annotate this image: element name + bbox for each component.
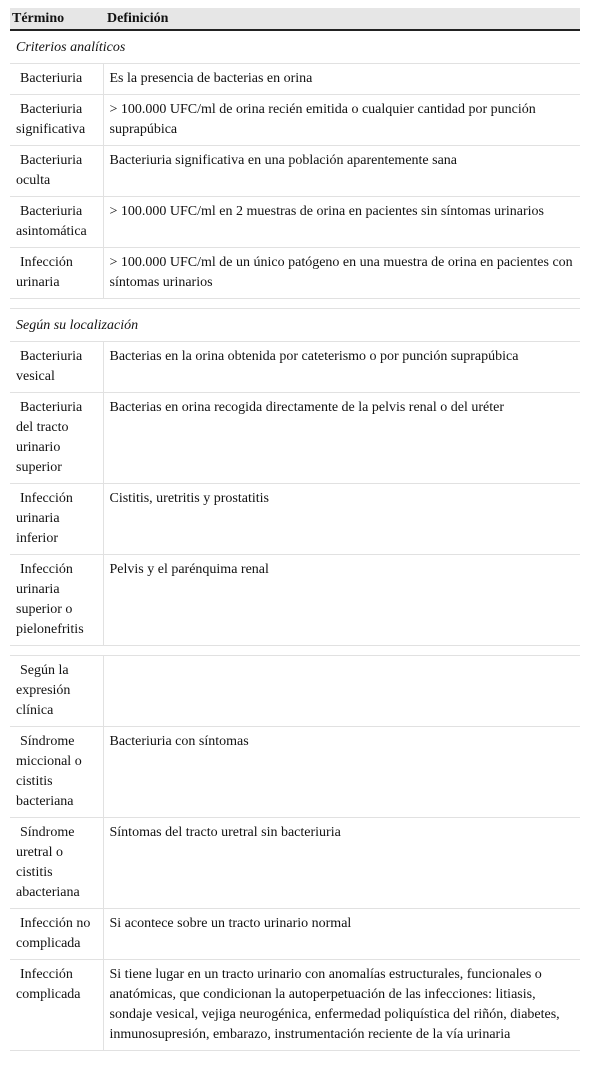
table-row [10,197,580,248]
definition-cell: Síntomas del tracto uretral sin bacteriuria [103,818,580,909]
section-row [10,309,580,342]
definition-cell: Bacterias en orina recogida directamente de la pelvis renal o del uréter [103,393,580,484]
section-title: Según su localización [10,309,580,342]
table-row [10,146,580,197]
definition-cell: Pelvis y el parénquima renal [103,555,580,646]
table-row [10,555,580,646]
definition-cell [103,656,580,727]
table-row [10,95,580,146]
term-cell: Infección no complicada [16,916,91,951]
table-row [10,64,580,95]
section-title: Criterios analíticos [10,30,580,64]
definitions-document [10,8,580,1083]
definition-cell: Es la presencia de bacterias en orina [103,64,580,95]
term-cell: Bacteriuria asintomática [16,204,87,239]
table-row [10,909,580,960]
table-row [10,656,580,727]
definition-cell: > 100.000 UFC/ml en 2 muestras de orina en pacientes sin síntomas urinarios [103,197,580,248]
term-cell: Bacteriuria vesical [16,349,83,384]
term-cell: Bacteriuria oculta [16,153,83,188]
table-row [10,960,580,1051]
term-cell: Infección complicada [16,967,81,1002]
table-row [10,818,580,909]
definitions-table [10,8,580,1051]
table-row [10,393,580,484]
definition-cell: Bacteriuria significativa en una población aparentemente sana [103,146,580,197]
term-cell: Según la expresión clínica [16,663,71,718]
term-cell: Infección urinaria superior o pielonefritis [16,562,84,637]
definition-cell: Cistitis, uretritis y prostatitis [103,484,580,555]
table-row [10,727,580,818]
definition-cell: > 100.000 UFC/ml de un único patógeno en una muestra de orina en pacientes con síntomas urinarios [103,248,580,299]
term-cell: Síndrome uretral o cistitis abacteriana [16,825,80,900]
term-cell: Infección urinaria inferior [16,491,73,546]
term-cell: Bacteriuria significativa [16,102,86,137]
term-cell: Bacteriuria [20,71,83,86]
table-row [10,342,580,393]
table-header-row [10,8,580,30]
definition-cell: > 100.000 UFC/ml de orina recién emitida o cualquier cantidad por punción suprapúbica [103,95,580,146]
spacer-row [10,299,580,309]
definition-cell: Si acontece sobre un tracto urinario normal [103,909,580,960]
definition-cell: Bacteriuria con síntomas [103,727,580,818]
column-header-definition: Definición [103,8,580,30]
term-cell: Bacteriuria del tracto urinario superior [16,400,83,475]
column-header-term: Término [10,8,103,30]
term-cell: Infección urinaria [16,255,73,290]
term-cell: Síndrome miccional o cistitis bacteriana [16,734,82,809]
definition-cell: Si tiene lugar en un tracto urinario con anomalías estructurales, funcionales o anatómicas, que condicionan la autoperpetuación de las infecciones: litiasis, sondaje vesical, vejiga neurogénica, enfermedad poliquística del riñón, diabetes, inmunosupresión, embarazo, instrumentación reciente de la vía urinaria [103,960,580,1051]
section-row [10,30,580,64]
table-row [10,248,580,299]
table-row [10,484,580,555]
spacer-row [10,646,580,656]
definition-cell: Bacterias en la orina obtenida por cateterismo o por punción suprapúbica [103,342,580,393]
